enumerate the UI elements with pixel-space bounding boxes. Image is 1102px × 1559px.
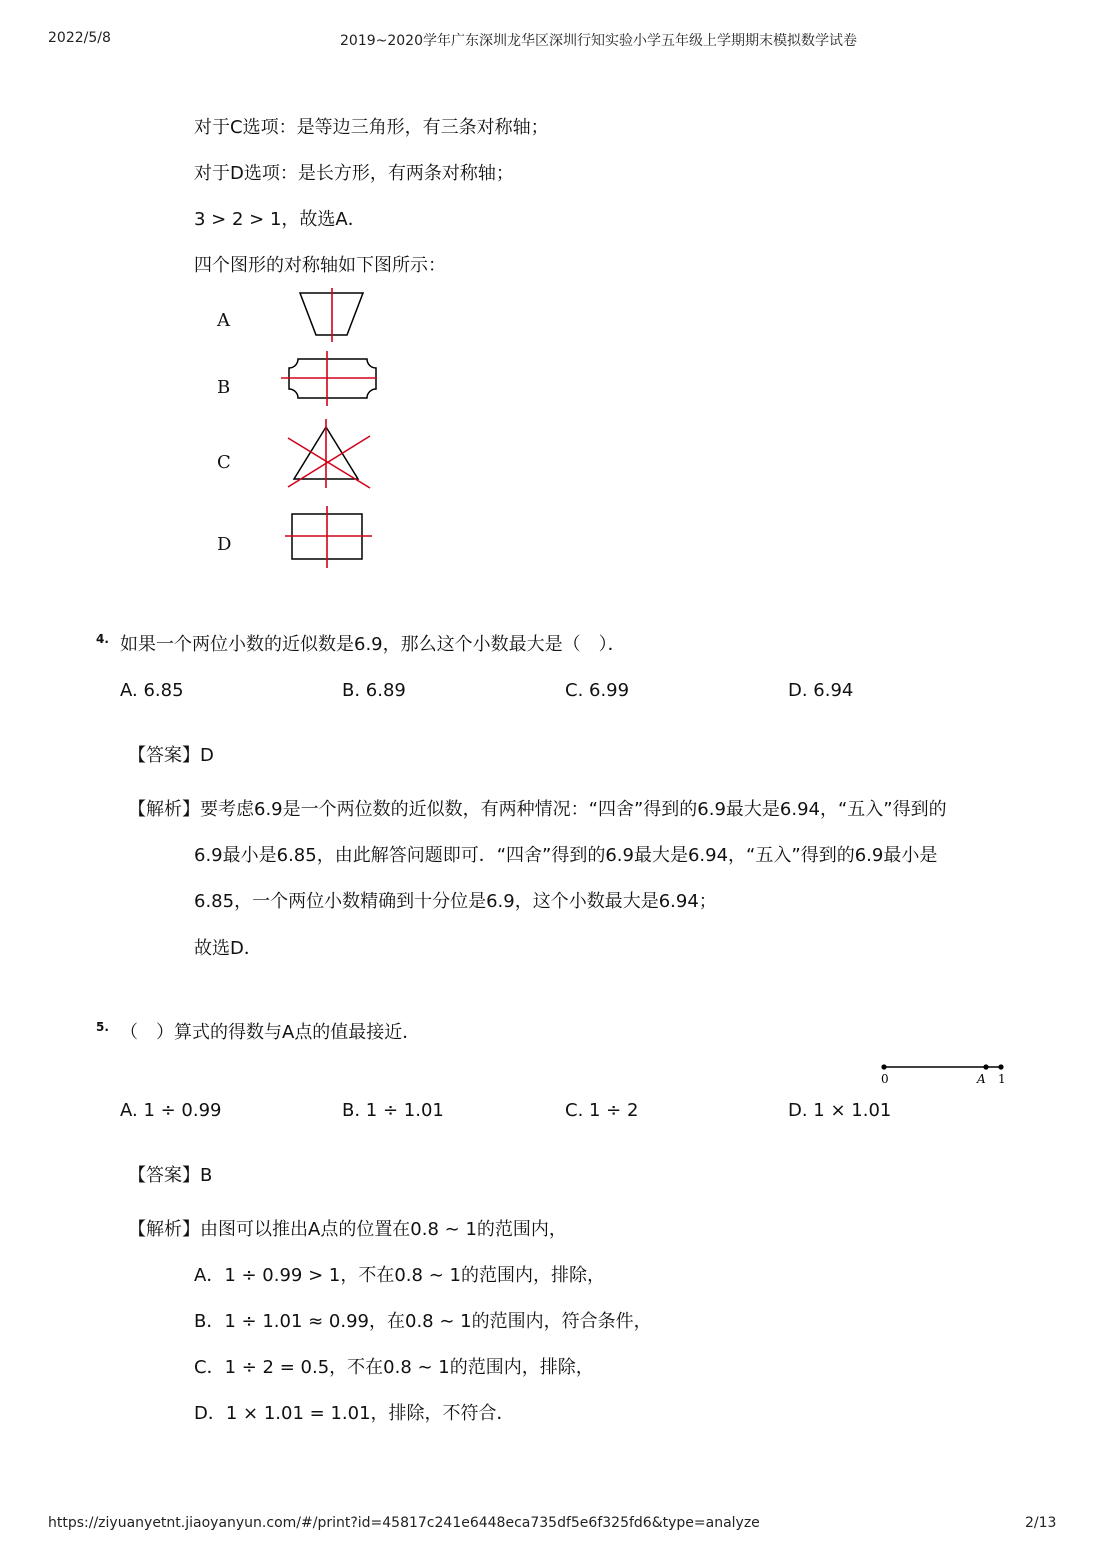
trapezoid-shape <box>300 288 363 342</box>
analysis-label: 【解析】 <box>128 1219 200 1240</box>
footer-page-number: 2/13 <box>1025 1515 1057 1531</box>
symmetry-axes-figure <box>270 285 390 575</box>
question-4-answer <box>128 744 214 768</box>
figure-label-a: A <box>217 310 230 331</box>
number-line-point-1 <box>998 1064 1003 1069</box>
question-4-analysis-line-1 <box>128 798 947 822</box>
question-5-answer <box>128 1164 212 1188</box>
question-4-number: 4. <box>96 632 109 646</box>
figure-label-c: C <box>217 452 231 473</box>
q3-line-figure-intro: 四个图形的对称轴如下图所示： <box>194 255 446 276</box>
question-5-analysis-line-2: A．1 ÷ 0.99 > 1，不在0.8 ∼ 1的范围内，排除， <box>194 1265 605 1286</box>
triangle-shape <box>288 419 370 488</box>
question-4-analysis-line-4: 故选D． <box>194 938 262 959</box>
question-4-option-a: A. 6.85 <box>120 680 184 701</box>
notched-rectangle-shape <box>281 351 377 406</box>
number-line-point-0 <box>881 1064 886 1069</box>
answer-value: B <box>200 1165 213 1186</box>
footer-url[interactable]: https://ziyuanyetnt.jiaoyanyun.com/#/print?id=45817c241e6448eca735df5e6f325fd6&type=analyze <box>48 1515 760 1531</box>
question-5-option-a: A. 1 ÷ 0.99 <box>120 1100 222 1121</box>
question-5-option-d: D. 1 × 1.01 <box>788 1100 892 1121</box>
question-5-number: 5. <box>96 1020 109 1034</box>
number-line-label-0: 0 <box>881 1072 889 1086</box>
question-5-option-c: C. 1 ÷ 2 <box>565 1100 639 1121</box>
number-line-point-a <box>983 1064 988 1069</box>
analysis-text: 要考虑6.9是一个两位数的近似数，有两种情况：“四舍”得到的6.9最大是6.94，“五入”得到的 <box>200 799 947 820</box>
answer-label: 【答案】 <box>128 745 200 766</box>
figure-label-d: D <box>217 534 232 555</box>
question-4-stem: 如果一个两位小数的近似数是6.9，那么这个小数最大是（ ）． <box>120 634 626 655</box>
analysis-text: 由图可以推出A点的位置在0.8 ∼ 1的范围内， <box>200 1219 567 1240</box>
question-4-analysis-line-3: 6.85，一个两位小数精确到十分位是6.9，这个小数最大是6.94； <box>194 891 717 912</box>
q3-line-compare: 3 > 2 > 1，故选A． <box>194 209 366 230</box>
question-4-option-d: D. 6.94 <box>788 680 854 701</box>
answer-value: D <box>200 745 214 766</box>
rectangle-shape <box>285 506 372 568</box>
question-5-analysis-line-1 <box>128 1218 567 1242</box>
number-line-label-a: A <box>977 1072 986 1086</box>
question-5-analysis-line-5: D．1 × 1.01 = 1.01，排除，不符合． <box>194 1403 515 1424</box>
question-4-analysis-line-2: 6.9最小是6.85，由此解答问题即可．“四舍”得到的6.9最大是6.94，“五入”得到的6.9最小是 <box>194 845 938 866</box>
figure-label-b: B <box>217 377 231 398</box>
number-line <box>876 1060 1016 1090</box>
analysis-label: 【解析】 <box>128 799 200 820</box>
question-5-analysis-line-4: C．1 ÷ 2 = 0.5，不在0.8 ∼ 1的范围内，排除， <box>194 1357 594 1378</box>
header-date: 2022/5/8 <box>48 30 111 46</box>
question-4-option-c: C. 6.99 <box>565 680 630 701</box>
number-line-label-1: 1 <box>998 1072 1006 1086</box>
question-4-option-b: B. 6.89 <box>342 680 406 701</box>
question-5-stem: （ ）算式的得数与A点的值最接近． <box>120 1022 421 1043</box>
q3-line-c: 对于C选项：是等边三角形，有三条对称轴； <box>194 117 549 138</box>
question-5-analysis-line-3: B．1 ÷ 1.01 ≈ 0.99，在0.8 ∼ 1的范围内，符合条件， <box>194 1311 652 1332</box>
answer-label: 【答案】 <box>128 1165 200 1186</box>
header-title: 2019~2020学年广东深圳龙华区深圳行知实验小学五年级上学期期末模拟数学试卷 <box>340 33 857 49</box>
question-5-option-b: B. 1 ÷ 1.01 <box>342 1100 444 1121</box>
q3-line-d: 对于D选项：是长方形，有两条对称轴； <box>194 163 514 184</box>
